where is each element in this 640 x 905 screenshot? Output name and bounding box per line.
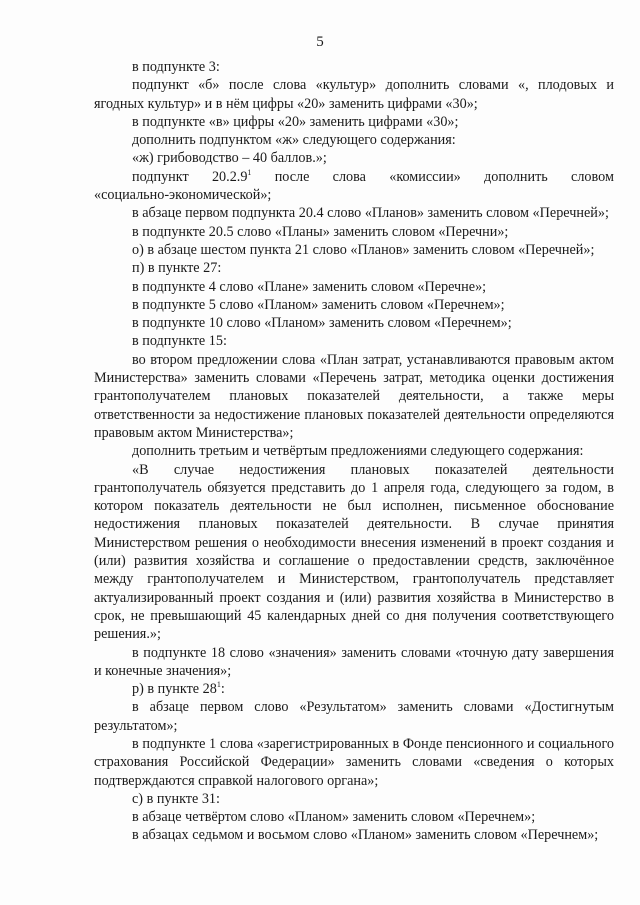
paragraph: в подпункте 15: bbox=[132, 333, 227, 350]
paragraph-text: р) в пункте 28 bbox=[132, 681, 217, 698]
page-number: 5 bbox=[316, 34, 324, 50]
paragraph: в абзаце первом подпункта 20.4 слово «Планов» заменить словом «Перечней»; bbox=[132, 205, 609, 222]
superscript: 1 bbox=[247, 167, 252, 177]
subpoint-number bbox=[212, 168, 251, 186]
paragraph-28-1 bbox=[94, 680, 614, 698]
paragraph-continuation: «социально-экономической»; bbox=[94, 187, 272, 204]
word: «комиссии» bbox=[389, 168, 461, 185]
paragraph: в подпункте «в» цифры «20» заменить цифрами «30»; bbox=[132, 113, 459, 130]
paragraph-20-2-9-line bbox=[132, 168, 614, 186]
paragraph: в абзаце первом слово «Результатом» заменить словами «Достигнутым результатом»; bbox=[94, 699, 614, 734]
document-body bbox=[94, 58, 614, 845]
paragraph: в подпункте 20.5 слово «Планы» заменить словом «Перечни»; bbox=[132, 223, 509, 240]
superscript: 1 bbox=[216, 680, 221, 690]
paragraph: в подпункте 1 слова «зарегистрированных в Фонде пенсионного и социального страхования Российской Федерации» заменить словами «сведения о которых подтверждаются справкой налогового органа»; bbox=[94, 735, 614, 789]
paragraph: в подпункте 4 слово «Плане» заменить словом «Перечне»; bbox=[132, 278, 487, 295]
paragraph: подпункт «б» после слова «культур» дополнить словами «, плодовых и ягодных культур» и в нём цифры «20» заменить цифрами «30»; bbox=[94, 77, 614, 112]
paragraph: «В случае недостижения плановых показателей деятельности грантополучатель обязуется представить до 1 апреля года, следующего за годом, в котором показатель деятельности не был исполнен, письменное обоснование недостижения плановых показателей деятельности. В случае принятия Министерством решения о необходимости внесения изменений в проект создания и (или) развития хозяйства и соглашение о предоставлении средств, заключённое между грантополучателем и Министерством, грантополучатель представляет актуализированный проект создания и (или) развития хозяйства в Министерство в срок, не превышающий 45 календарных дней со дня получения соответствующего решения.»; bbox=[94, 461, 614, 643]
paragraph: в подпункте 5 слово «Планом» заменить словом «Перечнем»; bbox=[132, 296, 505, 313]
paragraph: дополнить третьим и четвёртым предложениями следующего содержания: bbox=[132, 443, 584, 460]
paragraph: в абзаце четвёртом слово «Планом» заменить словом «Перечнем»; bbox=[132, 809, 536, 826]
paragraph-text: : bbox=[220, 681, 225, 698]
paragraph: в подпункте 18 слово «значения» заменить словами «точную дату завершения и конечные значения»; bbox=[94, 644, 614, 679]
paragraph: в подпункте 3: bbox=[132, 59, 220, 75]
word: словом bbox=[571, 168, 614, 185]
paragraph: о) в абзаце шестом пункта 21 слово «Планов» заменить словом «Перечней»; bbox=[132, 241, 595, 258]
paragraph: в подпункте 10 слово «Планом» заменить словом «Перечнем»; bbox=[132, 315, 512, 332]
paragraph: дополнить подпунктом «ж» следующего содержания: bbox=[132, 132, 456, 149]
paragraph: п) в пункте 27: bbox=[132, 260, 222, 277]
paragraph: в абзацах седьмом и восьмом слово «Планом» заменить словом «Перечнем»; bbox=[132, 827, 599, 844]
word: после bbox=[274, 168, 310, 185]
paragraph: «ж) грибоводство – 40 баллов.»; bbox=[132, 150, 327, 167]
paragraph: во втором предложении слова «План затрат, устанавливаются правовым актом Министерства» заменить словами «Перечень затрат, методика оценки достижения грантополучателем плановых показателей деятельности, а также меры ответственности за недостижение плановых показателей деятельности определяются правовым актом Министерства»; bbox=[94, 351, 614, 441]
word: дополнить bbox=[484, 168, 548, 185]
word: 20.2.9 bbox=[211, 168, 248, 185]
paragraph: с) в пункте 31: bbox=[132, 790, 220, 807]
word: слова bbox=[332, 168, 366, 185]
word: подпункт bbox=[132, 168, 189, 185]
